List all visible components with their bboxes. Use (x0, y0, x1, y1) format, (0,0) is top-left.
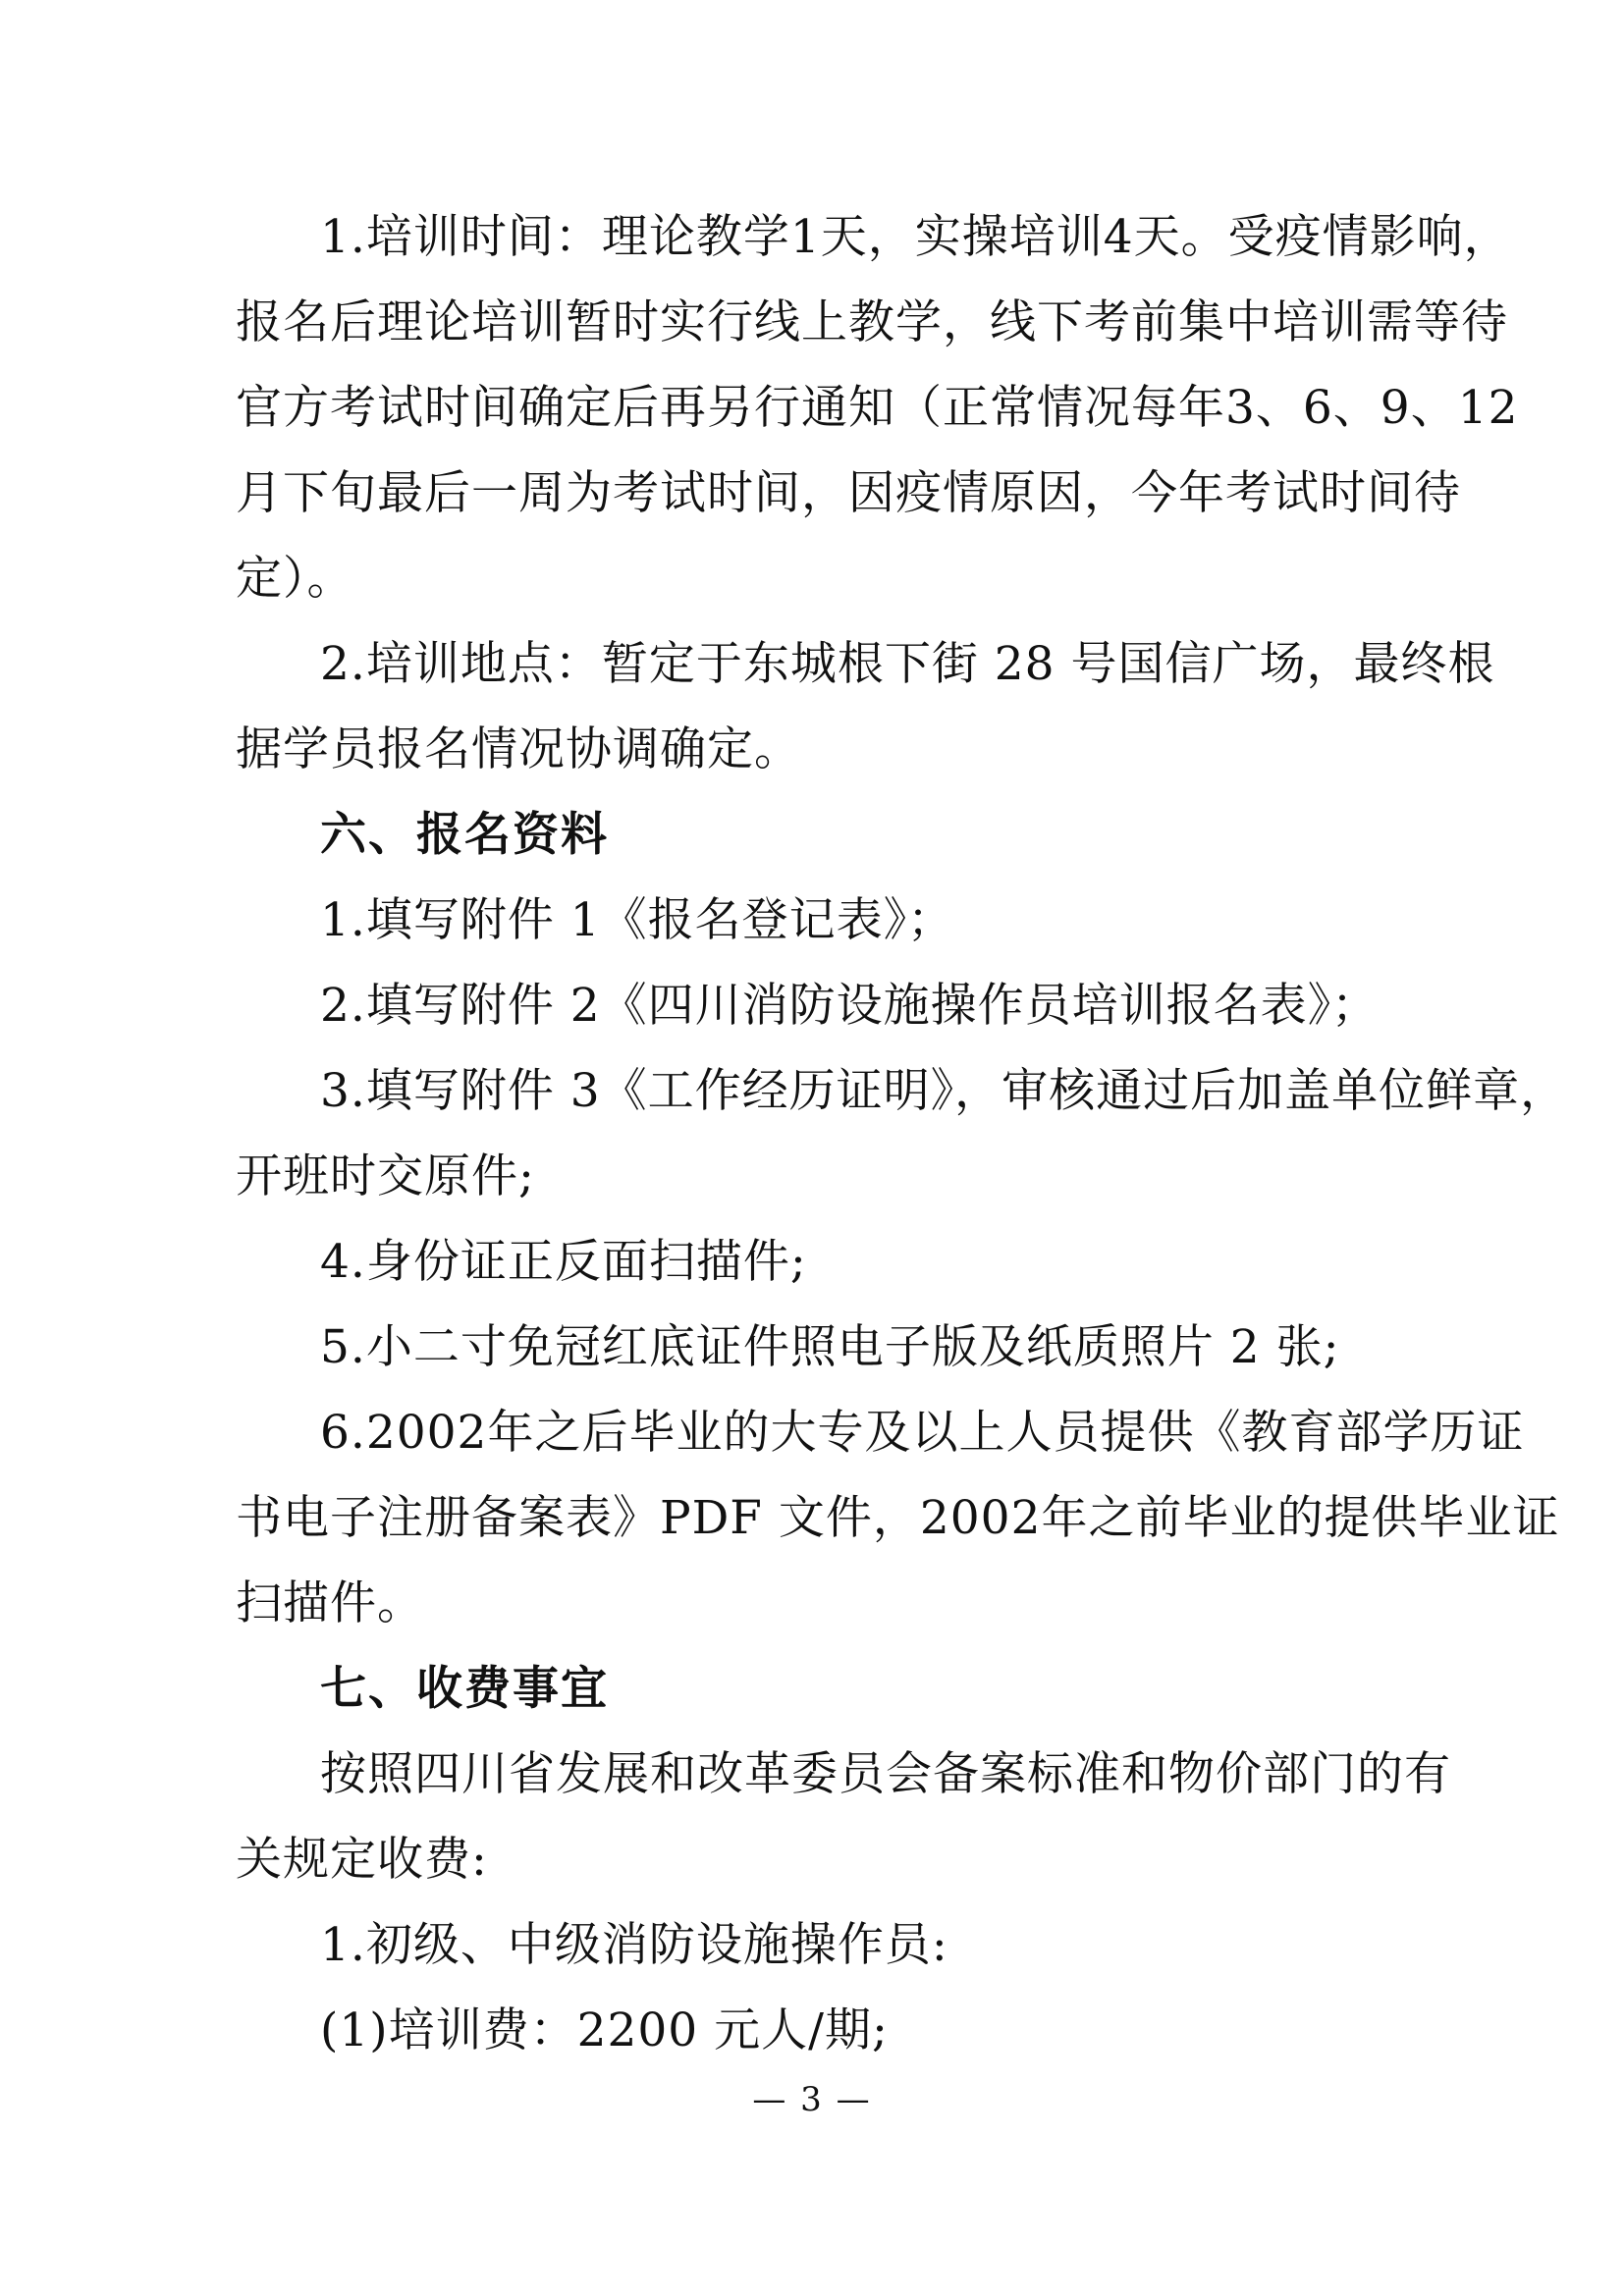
education-record-item: 6.2002年之后毕业的大专及以上人员提供《教育部学历证 (320, 1406, 1525, 1460)
training-registration-form-item: 2.填写附件 2《四川消防设施操作员培训报名表》； (320, 979, 1380, 1033)
training-fee-line: (1)培训费：2200 元人/期; (320, 2003, 889, 2057)
registration-form-item: 1.填写附件 1《报名登记表》； (320, 893, 955, 947)
exam-time-ending-line: 定）。 (236, 552, 354, 606)
work-experience-ending-line: 开班时交原件; (236, 1149, 535, 1203)
id-card-item: 4.身份证正反面扫描件; (320, 1235, 807, 1289)
photo-item: 5.小二寸免冠红底证件照电子版及纸质照片 2 张; (320, 1320, 1340, 1374)
education-record-continuation-line: 书电子注册备案表》PDF 文件，2002年之前毕业的提供毕业证 (236, 1491, 1560, 1545)
education-record-ending-line: 扫描件。 (236, 1576, 424, 1630)
fee-standard-line: 按照四川省发展和改革委员会备案标准和物价部门的有 (320, 1747, 1451, 1801)
exam-notice-line: 官方考试时间确定后再另行通知（正常情况每年3、6、9、12 (236, 381, 1519, 435)
fees-heading: 七、收费事宜 (320, 1662, 609, 1716)
online-teaching-line: 报名后理论培训暂时实行线上教学，线下考前集中培训需等待 (236, 295, 1508, 349)
training-location-ending-line: 据学员报名情况协调确定。 (236, 722, 801, 776)
training-time-line: 1.培训时间：理论教学1天，实操培训4天。受疫情影响， (320, 210, 1511, 264)
training-location-line: 2.培训地点：暂定于东城根下街 28 号国信广场，最终根 (320, 637, 1495, 691)
registration-materials-heading: 六、报名资料 (320, 808, 609, 862)
exam-time-line: 月下旬最后一周为考试时间，因疫情原因，今年考试时间待 (236, 466, 1461, 520)
work-experience-item: 3.填写附件 3《工作经历证明》，审核通过后加盖单位鲜章， (320, 1064, 1568, 1118)
fee-rules-line: 关规定收费: (236, 1833, 488, 1887)
page-number: — 3 — (752, 2080, 872, 2119)
operator-level-line: 1.初级、中级消防设施操作员: (320, 1918, 948, 1972)
